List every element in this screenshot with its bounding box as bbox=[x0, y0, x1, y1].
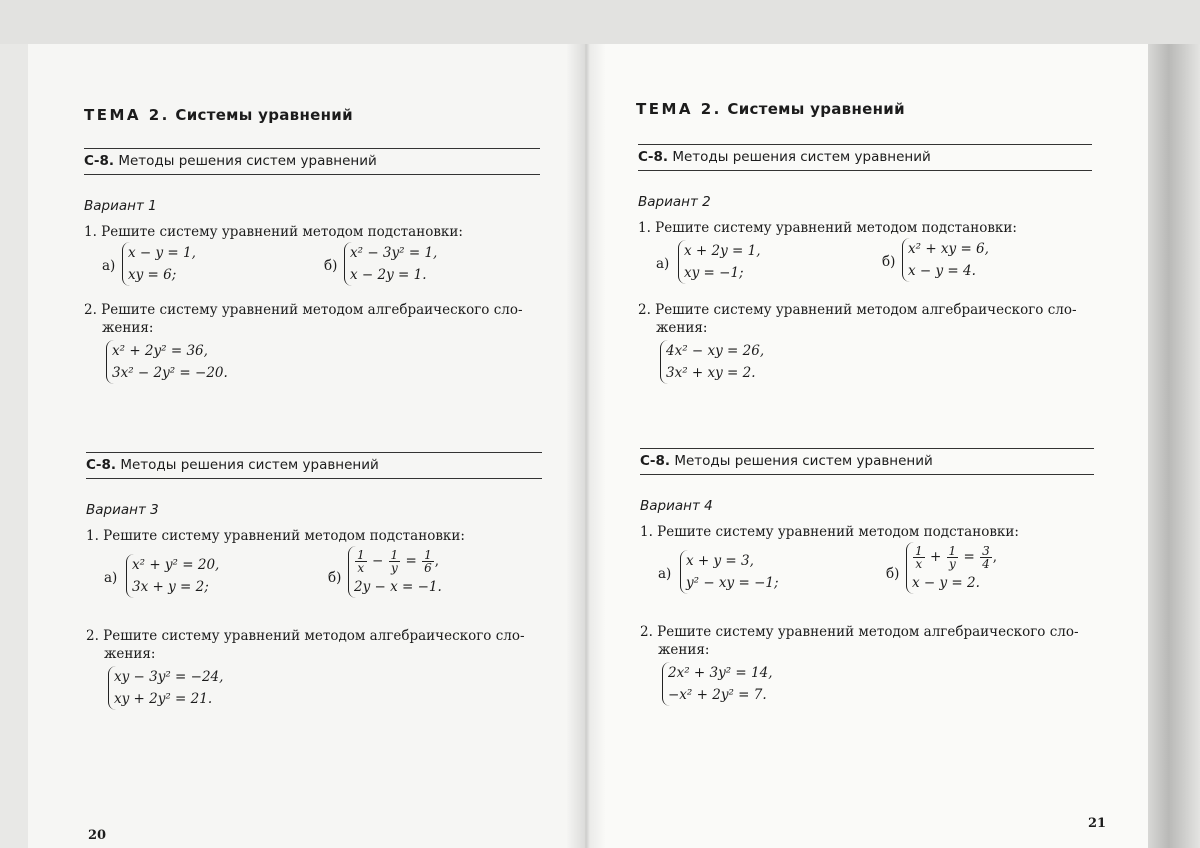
task-2-text: 2. Решите систему уравнений методом алгебраического сло- bbox=[86, 628, 525, 644]
equation: xy = 6; bbox=[128, 267, 177, 283]
section-title bbox=[638, 149, 931, 165]
task-2-text-cont: жения: bbox=[104, 646, 156, 662]
page-header bbox=[84, 106, 353, 124]
task-2-text: 2. Решите систему уравнений методом алгебраического сло- bbox=[640, 624, 1079, 640]
variant-label: Вариант 3 bbox=[86, 502, 159, 518]
numerator: 1 bbox=[424, 548, 432, 562]
section-variant-4 bbox=[640, 448, 1094, 728]
equation: x + y = 3, bbox=[686, 553, 754, 569]
task-2-text: 2. Решите систему уравнений методом алгебраического сло- bbox=[84, 302, 523, 318]
numerator: 1 bbox=[390, 548, 399, 562]
section-name: Методы решения систем уравнений bbox=[120, 457, 379, 473]
equation: x − y = 4. bbox=[908, 263, 976, 279]
section-rule-bottom bbox=[86, 478, 542, 479]
section-title bbox=[86, 457, 379, 473]
section-title bbox=[640, 453, 933, 469]
page-edge-stack bbox=[1148, 44, 1200, 848]
fraction bbox=[389, 549, 401, 574]
numerator: 3 bbox=[982, 544, 990, 558]
task-2-system bbox=[106, 340, 228, 384]
section-title bbox=[84, 153, 377, 169]
task-2-text-cont: жения: bbox=[658, 642, 710, 658]
task-1-a-label: а) bbox=[658, 566, 672, 582]
denominator: y bbox=[390, 561, 398, 575]
equation: y² − xy = −1; bbox=[686, 575, 779, 591]
equation: xy − 3y² = −24, bbox=[114, 669, 224, 685]
task-1-text: 1. Решите систему уравнений методом подстановки: bbox=[86, 528, 465, 544]
fraction bbox=[947, 545, 959, 570]
numerator: 1 bbox=[357, 548, 365, 562]
page-header bbox=[636, 100, 905, 118]
denominator: 6 bbox=[424, 561, 432, 575]
denominator: x bbox=[915, 557, 923, 571]
task-1-b-system bbox=[344, 242, 437, 286]
task-1-a-system bbox=[126, 554, 219, 598]
page-number: 20 bbox=[88, 828, 107, 843]
task-2-text-cont: жения: bbox=[102, 320, 154, 336]
section-code: С-8. bbox=[640, 453, 671, 469]
equation: 3x + y = 2; bbox=[132, 579, 209, 595]
task-1-text: 1. Решите систему уравнений методом подстановки: bbox=[84, 224, 463, 240]
task-1-a-system bbox=[680, 550, 779, 594]
numerator: 1 bbox=[915, 544, 923, 558]
fraction bbox=[422, 549, 434, 574]
equation-fractions bbox=[354, 546, 442, 576]
task-2-system bbox=[108, 666, 223, 710]
left-page bbox=[28, 44, 584, 848]
task-1-a-system bbox=[122, 242, 196, 286]
section-rule-bottom bbox=[640, 474, 1094, 475]
equation: x + 2y = 1, bbox=[684, 243, 761, 259]
topic-title: Системы уравнений bbox=[175, 106, 353, 124]
task-1-b-system bbox=[906, 542, 997, 594]
section-name: Методы решения систем уравнений bbox=[674, 453, 933, 469]
task-1-a-system bbox=[678, 240, 761, 284]
fraction bbox=[355, 549, 367, 574]
section-rule-bottom bbox=[84, 174, 540, 175]
denominator: 4 bbox=[982, 557, 990, 571]
section-rule-top bbox=[638, 144, 1092, 145]
equation: −x² + 2y² = 7. bbox=[668, 687, 767, 703]
task-2-system bbox=[662, 662, 773, 706]
equation: x − y = 1, bbox=[128, 245, 196, 261]
equals-sign: = bbox=[963, 549, 975, 565]
section-code: С-8. bbox=[86, 457, 117, 473]
task-1-b-label: б) bbox=[882, 254, 896, 270]
topic-keyword: ТЕМА 2. bbox=[636, 100, 722, 118]
equation: xy + 2y² = 21. bbox=[114, 691, 213, 707]
equation: 3x² + xy = 2. bbox=[666, 365, 756, 381]
scan-background bbox=[0, 0, 1200, 44]
section-name: Методы решения систем уравнений bbox=[672, 149, 931, 165]
task-1-b-label: б) bbox=[886, 566, 900, 582]
equation: 4x² − xy = 26, bbox=[666, 343, 765, 359]
variant-label: Вариант 4 bbox=[640, 498, 713, 514]
task-1-a-label: а) bbox=[102, 258, 116, 274]
fraction bbox=[913, 545, 925, 570]
task-2-text: 2. Решите систему уравнений методом алгебраического сло- bbox=[638, 302, 1077, 318]
equation: 2y − x = −1. bbox=[354, 579, 442, 595]
right-page bbox=[584, 44, 1160, 848]
equation: x − 2y = 1. bbox=[350, 267, 427, 283]
operator: + bbox=[929, 549, 942, 565]
task-1-b-label: б) bbox=[328, 570, 342, 586]
fraction bbox=[980, 545, 992, 570]
task-1-b-label: б) bbox=[324, 258, 338, 274]
equation: x² + 2y² = 36, bbox=[112, 343, 208, 359]
section-rule-bottom bbox=[638, 170, 1092, 171]
equals-sign: = bbox=[405, 553, 417, 569]
variant-label: Вариант 2 bbox=[638, 194, 711, 210]
numerator: 1 bbox=[948, 544, 957, 558]
denominator: y bbox=[948, 557, 956, 571]
task-2-text-cont: жения: bbox=[656, 320, 708, 336]
punctuation: , bbox=[434, 553, 440, 569]
task-1-text: 1. Решите систему уравнений методом подстановки: bbox=[640, 524, 1019, 540]
section-rule-top bbox=[84, 148, 540, 149]
task-2-system bbox=[660, 340, 764, 384]
task-1-b-system bbox=[348, 546, 442, 598]
page-number: 21 bbox=[1088, 816, 1107, 831]
task-1-a-label: а) bbox=[656, 256, 670, 272]
section-rule-top bbox=[86, 452, 542, 453]
equation: x² + xy = 6, bbox=[908, 241, 989, 257]
section-variant-3 bbox=[86, 452, 542, 732]
section-name: Методы решения систем уравнений bbox=[118, 153, 377, 169]
section-code: С-8. bbox=[638, 149, 669, 165]
task-1-text: 1. Решите систему уравнений методом подстановки: bbox=[638, 220, 1017, 236]
equation: xy = −1; bbox=[684, 265, 744, 281]
section-code: С-8. bbox=[84, 153, 115, 169]
section-variant-1 bbox=[84, 148, 540, 408]
equation: 2x² + 3y² = 14, bbox=[668, 665, 773, 681]
section-variant-2 bbox=[638, 144, 1092, 404]
operator: − bbox=[371, 553, 384, 569]
section-rule-top bbox=[640, 448, 1094, 449]
equation-fractions bbox=[912, 542, 997, 572]
topic-keyword: ТЕМА 2. bbox=[84, 106, 170, 124]
punctuation: , bbox=[992, 549, 998, 565]
task-1-a-label: а) bbox=[104, 570, 118, 586]
equation: 3x² − 2y² = −20. bbox=[112, 365, 228, 381]
equation: x² + y² = 20, bbox=[132, 557, 220, 573]
task-1-b-system bbox=[902, 238, 989, 282]
denominator: x bbox=[357, 561, 365, 575]
topic-title: Системы уравнений bbox=[727, 100, 905, 118]
variant-label: Вариант 1 bbox=[84, 198, 157, 214]
book-gutter bbox=[566, 44, 606, 848]
equation: x² − 3y² = 1, bbox=[350, 245, 438, 261]
equation: x − y = 2. bbox=[912, 575, 980, 591]
